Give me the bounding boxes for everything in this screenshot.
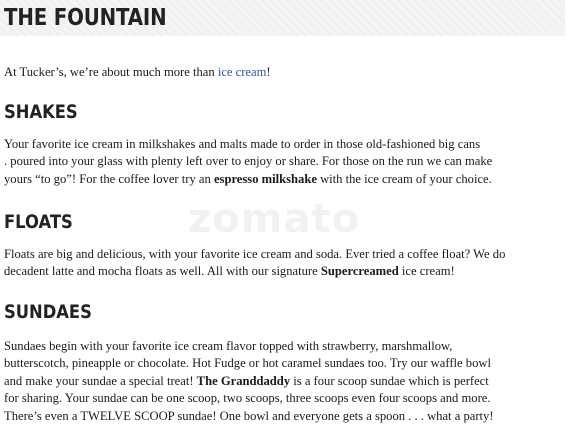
title-banner — [0, 0, 565, 36]
sundaes-line-3 — [4, 373, 494, 390]
shakes-line-3-start: yours “to go”! For the coffee lover try an — [4, 171, 214, 186]
floats-line-1: Floats are big and delicious, with your favorite ice cream and soda. Ever tried a coffee float? We do — [4, 247, 506, 261]
sundaes-line-3-end: is a four scoop sundae which is perfect — [290, 373, 489, 388]
sundaes-line-2: butterscotch, pineapple or chocolate. Hot Fudge or hot caramel sundaes too. Try our waffle bowl — [4, 356, 491, 371]
zomato-watermark: zomato — [188, 196, 361, 242]
page-title: THE FOUNTAIN — [4, 5, 167, 31]
sundaes-heading: SUNDAES — [4, 301, 92, 323]
espresso-milkshake-bold: espresso milkshake — [213, 171, 317, 186]
sundaes-line-4: for sharing. Your sundae can be one scoop, two scoops, three scoops even four scoops and more. — [4, 391, 491, 406]
sundaes-line-3-start: and make your sundae a special treat! — [4, 373, 197, 388]
floats-paragraph — [4, 246, 505, 281]
sundaes-line-5: There’s even a TWELVE SCOOP sundae! One bowl and everyone gets a spoon . . . what a party! — [4, 408, 494, 423]
intro-paragraph — [4, 64, 271, 81]
ice-cream-link[interactable]: ice cream — [217, 65, 267, 79]
floats-heading: FLOATS — [4, 211, 73, 233]
floats-line-2 — [4, 263, 505, 280]
floats-line-2-start: decadent latte and mocha floats as well. All with our signature — [4, 264, 321, 279]
intro-text-end: ! — [266, 65, 271, 79]
shakes-line-1: Your favorite ice cream in milkshakes and malts made to order in those old-fashioned big cans — [4, 137, 481, 151]
granddaddy-bold: The Granddaddy — [196, 373, 291, 388]
sundaes-line-1: Sundaes begin with your favorite ice cream flavor topped with strawberry, marshmallow, — [4, 339, 453, 353]
floats-line-2-end: ice cream! — [398, 264, 455, 279]
shakes-heading: SHAKES — [4, 101, 78, 123]
sundaes-paragraph — [4, 338, 494, 425]
supercreamed-bold: Supercreamed — [320, 264, 399, 279]
shakes-paragraph — [4, 136, 492, 188]
shakes-line-2: . poured into your glass with plenty left over to enjoy or share. For those on the run we can make — [4, 154, 493, 169]
shakes-line-3-end: with the ice cream of your choice. — [316, 171, 492, 186]
intro-text: At Tucker’s, we’re about much more than — [4, 65, 218, 79]
shakes-line-3 — [4, 171, 492, 188]
